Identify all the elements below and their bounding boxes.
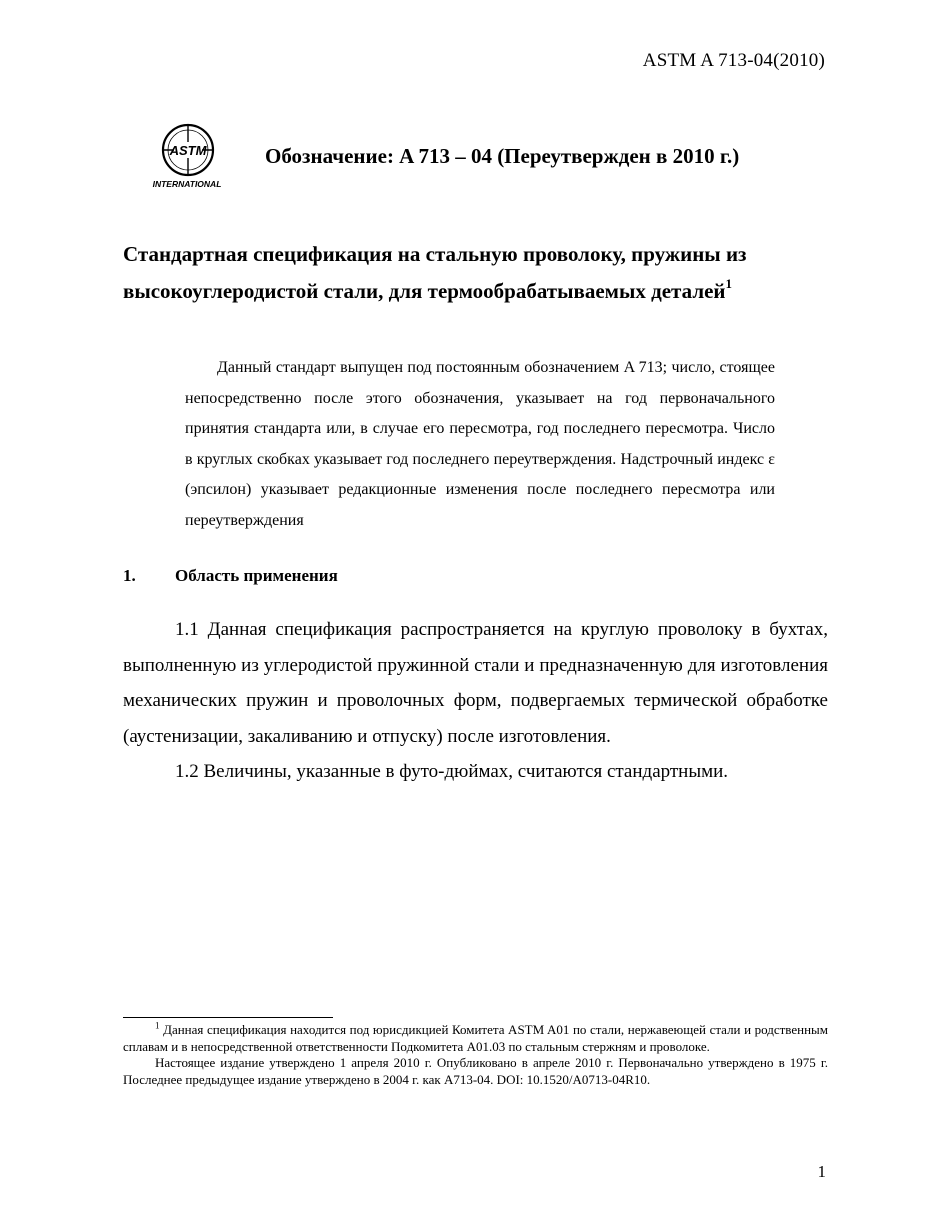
designation: Обозначение: A 713 – 04 (Переутвержден в 2010 г.) [265,144,740,168]
designation-note: Данный стандарт выпущен под постоянным обозначением A 713; число, стоящее непосредственно после этого обозначения, указывает на год первоначального принятия стандарта или, в случае его пересмотра, год последнего пересмотра. Число в круглых скобках указывает год последнего переутверждения. Надстрочный индекс ε (эпсилон) указывает редакционные изменения после последнего пересмотра или переутверждения [185,359,775,529]
section-body [123,612,828,790]
document-title-text: Стандартная спецификация на стальную проволоку, пружины из высокоуглеродистой стали, для термообрабатываемых деталей [123,242,747,303]
footnote: Настоящее издание утверждено 1 апреля 2010 г. Опубликовано в апреле 2010 г. Первоначально утверждено в 1975 г. Последнее предыдущее издание утверждено в 2004 г. как A713-04. DOI: 10.1520/A0713-04R10. [123,1055,828,1087]
astm-logo [150,122,226,190]
paragraph: 1.1 Данная спецификация распространяется на круглую проволоку в бухтах, выполненную из углеродистой пружинной стали и предназначенную для изготовления механических пружин и проволочных форм, подвергаемых термической обработке (аустенизации, закаливанию и отпуску) после изготовления. [123,619,828,747]
logo-sub-text: INTERNATIONAL [152,179,222,189]
logo-main-text: ASTM [169,143,207,158]
page-number: 1 [817,1162,826,1181]
paragraph: 1.2 Величины, указанные в футо-дюймах, считаются стандартными. [175,761,729,782]
footnote-text: Данная спецификация находится под юрисдикцией Комитета ASTM A01 по стали, нержавеющей стали и родственным сплавам и в непосредственной ответственности Подкомитета A01.03 по стальным стержням и проволоке. [123,1022,829,1054]
footnote-marker: 1 [155,1020,160,1031]
section-number: 1. [123,566,136,585]
footnote-divider [123,1017,333,1018]
document-code: ASTM A 713-04(2010) [642,50,825,71]
document-title [123,236,833,310]
footnotes [123,1022,828,1088]
section-heading [123,566,338,586]
section-title: Область применения [175,566,338,585]
title-footnote-ref: 1 [725,276,733,291]
footnote [123,1022,828,1055]
